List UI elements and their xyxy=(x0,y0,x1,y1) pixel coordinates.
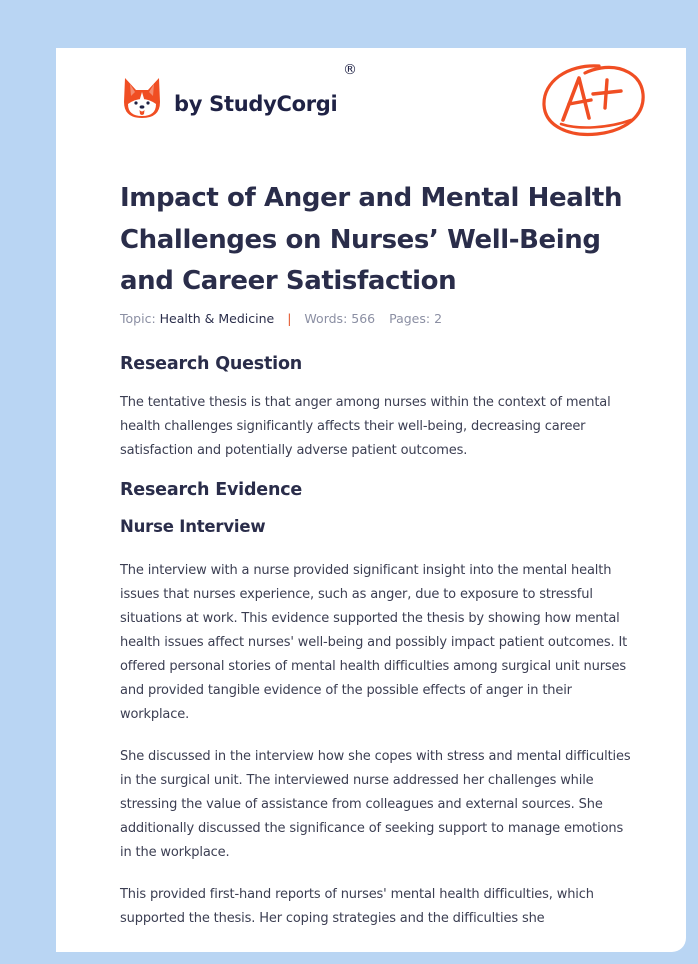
paragraph: The tentative thesis is that anger among nurses within the context of mental health challenges significantly affects their well-being, decreasing career satisfaction and potentially adverse patient outcomes. xyxy=(120,395,611,458)
document-meta xyxy=(120,311,442,326)
registered-mark: ® xyxy=(343,62,357,78)
words-label: Words: xyxy=(304,311,348,326)
topic-link[interactable]: Health & Medicine xyxy=(159,311,275,326)
studycorgi-logo[interactable] xyxy=(122,76,337,120)
section-heading-research-evidence: Research Evidence xyxy=(120,480,303,500)
section-heading-research-question: Research Question xyxy=(120,354,303,374)
corgi-icon xyxy=(122,76,162,120)
words-count: 566 xyxy=(351,311,376,326)
paragraph: The interview with a nurse provided significant insight into the mental health issues that nurses experience, such as anger, due to exposure to stressful situations at work. This evidence supported the thesis by showing how mental health issues affect nurses' well-being and possibly impact patient outcomes. It offered personal stories of mental health difficulties among surgical unit nurses and provided tangible evidence of the possible effects of anger in their workplace. xyxy=(120,563,628,722)
topic-label: Topic: xyxy=(120,311,156,326)
pages-label: Pages: xyxy=(389,311,431,326)
document-title: Impact of Anger and Mental Health Challenges on Nurses’ Well-Being and Career Satisfaction xyxy=(120,183,623,296)
paragraph: This provided first-hand reports of nurses' mental health difficulties, which supported the thesis. Her coping strategies and the difficulties she xyxy=(120,887,594,926)
subsection-heading-nurse-interview: Nurse Interview xyxy=(120,517,266,536)
pages-count: 2 xyxy=(434,311,443,326)
brand-name: by StudyCorgi xyxy=(174,92,338,116)
paragraph: She discussed in the interview how she copes with stress and mental difficulties in the surgical unit. The interviewed nurse addressed her challenges while stressing the value of assistance from colleagues and external sources. She additionally discussed the significance of seeking support to manage emotions in the workplace. xyxy=(120,749,631,860)
a-plus-grade-icon xyxy=(539,60,649,140)
meta-separator: | xyxy=(287,311,292,326)
document-page xyxy=(56,48,686,952)
